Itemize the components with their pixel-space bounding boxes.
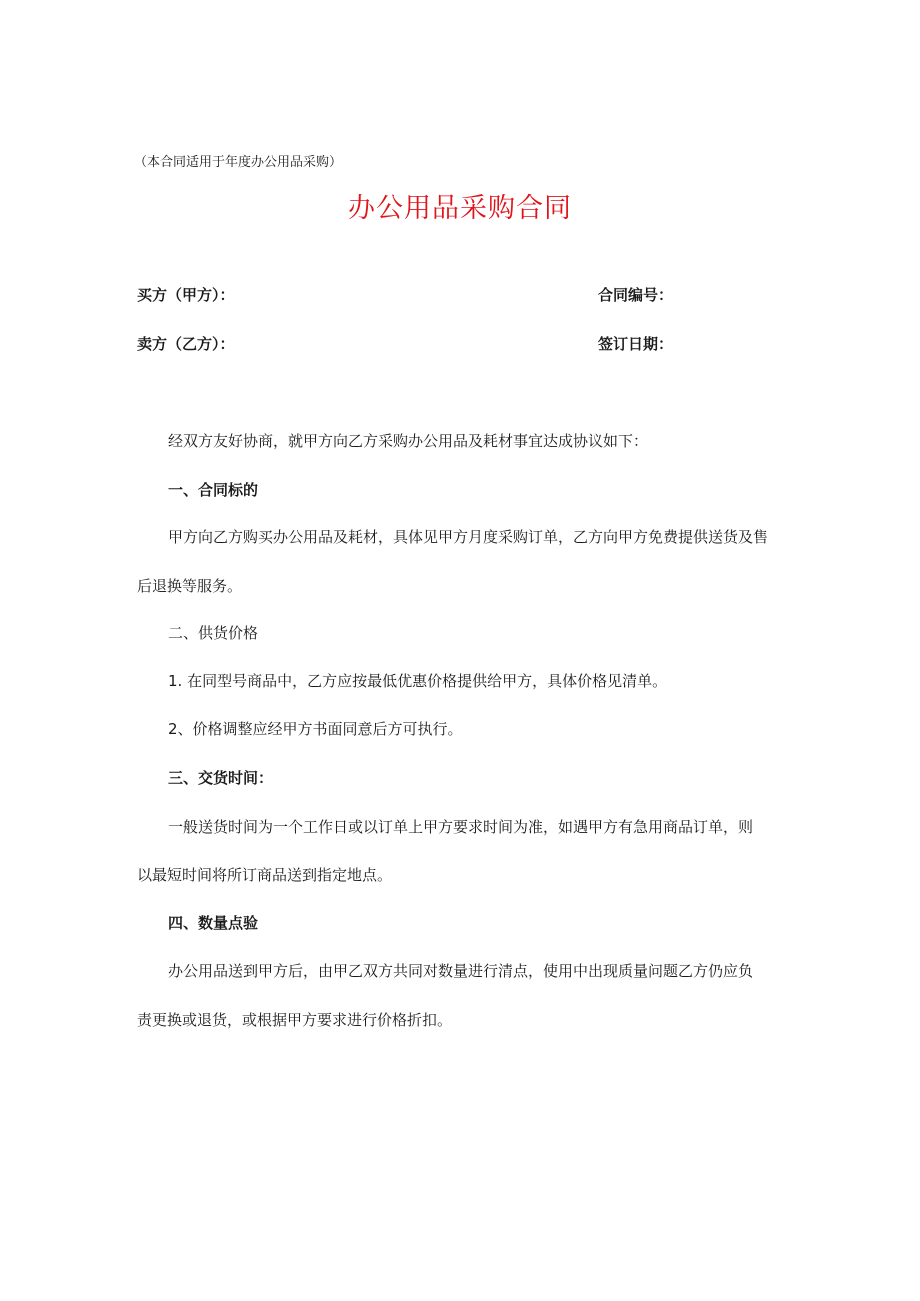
section-3-heading: 三、交货时间： <box>168 769 274 787</box>
buyer-label: 买方（甲方）： <box>137 286 235 304</box>
section-4-line-2: 责更换或退货，或根据甲方要求进行价格折扣。 <box>137 1011 453 1029</box>
intro-paragraph: 经双方友好协商，就甲方向乙方采购办公用品及耗材事宜达成协议如下： <box>168 432 649 450</box>
section-2-item-1: 1. 在同型号商品中，乙方应按最低优惠价格提供给甲方，具体价格见清单。 <box>168 672 668 690</box>
signing-date-label: 签订日期： <box>598 335 674 353</box>
section-1-line-1: 甲方向乙方购买办公用品及耗材，具体见甲方月度采购订单，乙方向甲方免费提供送货及售 <box>168 528 769 546</box>
section-2-heading: 二、供货价格 <box>168 624 259 642</box>
contract-number-label: 合同编号： <box>598 286 674 304</box>
seller-label: 卖方（乙方）： <box>137 335 235 353</box>
section-3-line-1: 一般送货时间为一个工作日或以订单上甲方要求时间为准，如遇甲方有急用商品订单，则 <box>168 818 754 836</box>
document-title: 办公用品采购合同 <box>348 193 572 224</box>
section-3-line-2: 以最短时间将所订商品送到指定地点。 <box>137 866 393 884</box>
section-4-line-1: 办公用品送到甲方后，由甲乙双方共同对数量进行清点，使用中出现质量问题乙方仍应负 <box>168 962 754 980</box>
section-1-line-2: 后退换等服务。 <box>137 577 243 595</box>
section-2-item-2: 2、价格调整应经甲方书面同意后方可执行。 <box>168 720 463 738</box>
section-4-heading: 四、数量点验 <box>168 914 259 932</box>
section-1-heading: 一、合同标的 <box>168 481 259 499</box>
scope-note: （本合同适用于年度办公用品采购） <box>134 155 343 170</box>
